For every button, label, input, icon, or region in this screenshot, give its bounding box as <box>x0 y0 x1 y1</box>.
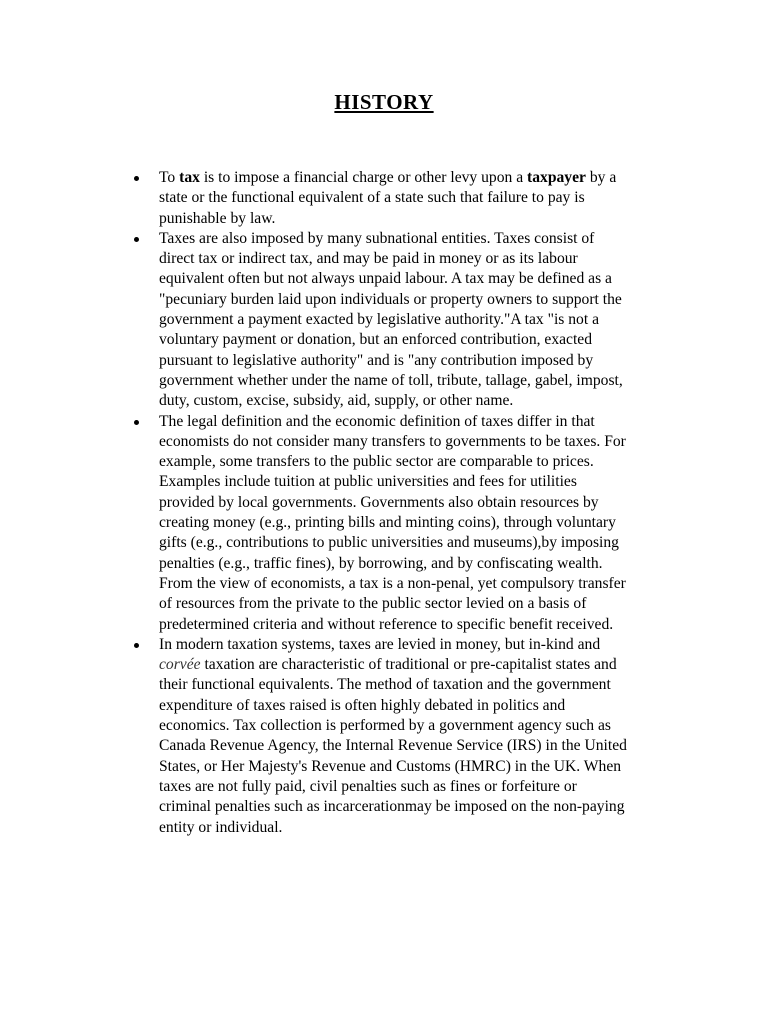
bullet-4-post: taxation are characteristic of traditional or pre-capitalist states and their functional equivalents. The method of taxation and the government expenditure of taxes raised is often highly debated in politics and economics. Tax collection is performed by a government agency such as Canada Revenue Agency, the Internal Revenue Service (IRS) in the United States, or Her Majesty's Revenue and Customs (HMRC) in the UK. When taxes are not fully paid, civil penalties such as fines or forfeiture or criminal penalties such as incarcerationmay be imposed on the non-paying entity or individual. <box>159 656 627 836</box>
bullet-2-text: Taxes are also imposed by many subnational entities. Taxes consist of direct tax or indirect tax, and may be paid in money or as its labour equivalent often but not always unpaid labour. A tax may be defined as a "pecuniary burden laid upon individuals or property owners to support the government a payment exacted by legislative authority."A tax "is not a voluntary payment or donation, but an enforced contribution, exacted pursuant to legislative authority" and is "any contribution imposed by government whether under the name of toll, tribute, tallage, gabel, impost, duty, custom, excise, subsidy, aid, supply, or other name. <box>159 229 623 410</box>
bullet-4-pre: In modern taxation systems, taxes are levied in money, but in-kind and <box>159 635 601 653</box>
bullet-1-term-tax: tax <box>179 169 200 186</box>
bullet-1-pre: To <box>159 169 180 186</box>
bullet-item-1 <box>130 168 630 229</box>
bullet-list <box>130 168 630 838</box>
page-title: HISTORY <box>334 90 434 114</box>
bullet-item-2 <box>130 229 630 412</box>
bullet-4-term-corvee: corvée <box>159 656 201 674</box>
bullet-3-text: The legal definition and the economic definition of taxes differ in that economists do not consider many transfers to governments to be taxes. For example, some transfers to the public sector are comparable to prices. Examples include tuition at public universities and fees for utilities provided by local governments. Governments also obtain resources by creating money (e.g., printing bills and minting coins), through voluntary gifts (e.g., contributions to public universities and museums),by imposing penalties (e.g., traffic fines), by borrowing, and by confiscating wealth. From the view of economists, a tax is a non-penal, yet compulsory transfer of resources from the private to the public sector levied on a basis of predetermined criteria and without reference to specific benefit received. <box>159 412 626 633</box>
bullet-1-term-taxpayer: taxpayer <box>527 169 586 186</box>
bullet-item-3 <box>130 412 630 635</box>
bullet-1-post: by a state or the functional equivalent of a state such that failure to pay is punishable by law. <box>159 169 617 227</box>
bullet-1-mid: is to impose a financial charge or other levy upon a <box>199 169 528 186</box>
bullet-item-4 <box>130 635 630 838</box>
